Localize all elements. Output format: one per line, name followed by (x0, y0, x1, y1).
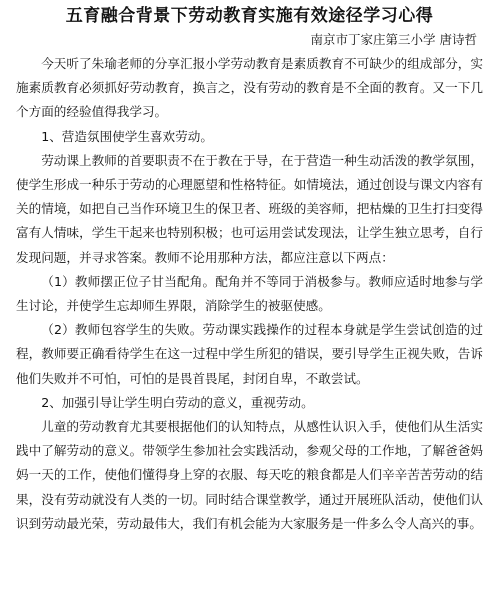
paragraph-intro: 今天听了朱瑜老师的分享汇报小学劳动教育是素质教育不可缺少的组成部分，实施素质教育必须抓好劳动教育，换言之，没有劳动的教育是不全面的教育。又一下几个方面的经验值得我学习。 (16, 56, 483, 120)
section-heading-2: 2、加强引导让学生明白劳动的意义，重视劳动。 (41, 394, 314, 410)
paragraph-section-2: 儿童的劳动教育尤其要根据他们的认知特点，从感性认识入手，使他们从生活实践中了解劳动的意义。带领学生参加社会实践活动，参观父母的工作地，了解爸爸妈妈一天的工作，使他们懂得身上穿的衣服、每天吃的粮食都是人们辛辛苦苦劳动的结果，没有劳动就没有人类的一切。同时结合课堂教学，通过开展班队活动，使他们认识到劳动最光荣，劳动最伟大，我们有机会能为大家服务是一件多么令人高兴的事。 (16, 419, 483, 531)
document-title: 五育融合背景下劳动教育实施有效途径学习心得 (65, 6, 434, 26)
section-heading-1: 1、营造氛围使学生喜欢劳动。 (41, 128, 213, 144)
paragraph-section-1: 劳动课上教师的首要职责不在于教在于导，在于营造一种生动活泼的教学氛围，使学生形成一种乐于劳动的心理愿望和性格特征。如情境法，通过创设与课文内容有关的情境，如把自己当作环境卫生的保卫者、班级的美容师，把枯燥的卫生打扫变得富有人情味，学生干起来也特别积极；也可运用尝试发现法，让学生独立思考，自行发现问题，并寻求答案。教师不论用那种方法，都应注意以下两点： (16, 152, 483, 265)
paragraph-point-2: （2）教师包容学生的失败。劳动课实践操作的过程本身就是学生尝试创造的过程，教师要正确看待学生在这一过程中学生所犯的错误，要引导学生正视失败，告诉他们失败并不可怕，可怕的是畏首畏尾，封闭自卑，不敢尝试。 (16, 322, 483, 386)
author-byline: 南京市丁家庄第三小学 唐诗哲 (310, 32, 477, 47)
paragraph-point-1: （1）教师摆正位子甘当配角。配角并不等同于消极参与。教师应适时地参与学生讨论，并使学生忘却师生界限，消除学生的被驱使感。 (16, 273, 483, 314)
